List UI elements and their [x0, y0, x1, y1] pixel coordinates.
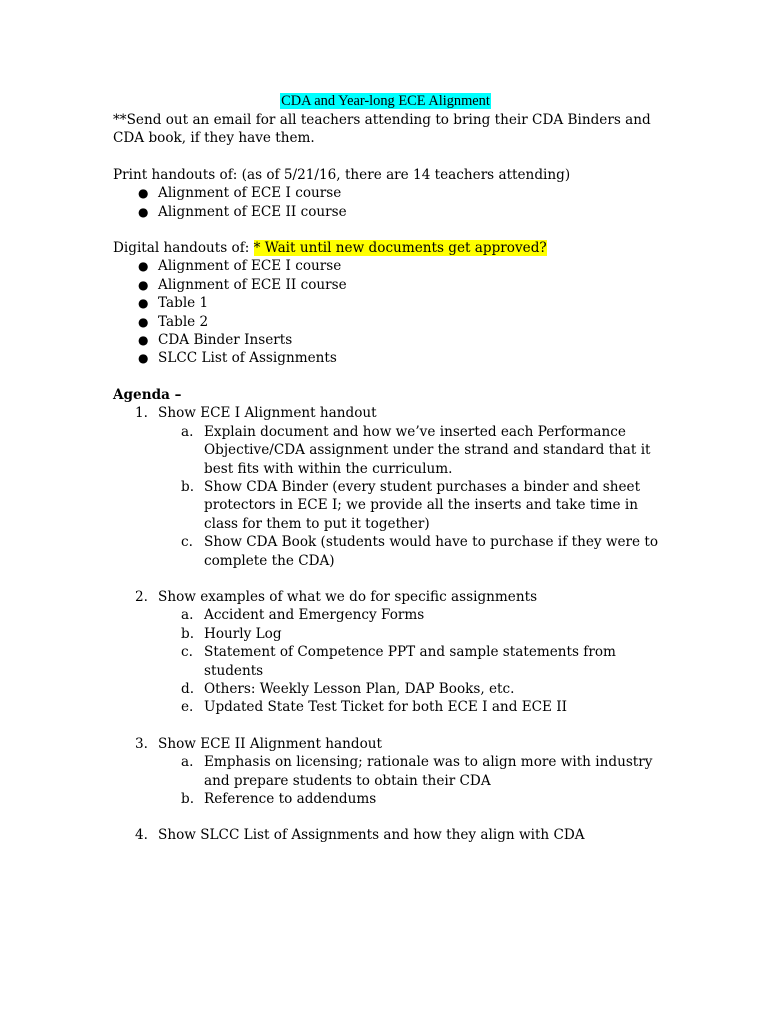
- agenda-sublist: [158, 753, 658, 808]
- bullet-icon: ●: [138, 351, 149, 366]
- agenda-subitem: b. Hourly Log: [181, 625, 282, 642]
- agenda-subitem: a. Emphasis on licensing; rationale was to align more with industry and prepare students to obtain their CDA: [181, 754, 653, 789]
- agenda-sublist: [158, 606, 658, 716]
- agenda-item-number: 2.: [135, 588, 148, 605]
- bullet-icon: ●: [138, 259, 149, 274]
- bullet-icon: ●: [138, 277, 149, 292]
- spacer: [113, 717, 658, 735]
- agenda-item-number: 4.: [135, 827, 148, 844]
- digital-handouts-heading: Digital handouts of: * Wait until new documents get approved?: [113, 240, 547, 257]
- bullet-icon: ●: [138, 296, 149, 311]
- bullet-icon: ●: [138, 204, 149, 219]
- agenda-item-text: Show examples of what we do for specific assignments: [158, 588, 538, 605]
- agenda-subitem: b. Show CDA Binder (every student purchases a binder and sheet protectors in ECE I; we provide all the inserts and take time in class for them to put it together): [181, 478, 641, 532]
- intro-paragraph: **Send out an email for all teachers attending to bring their CDA Binders and CDA book, if they have them.: [113, 112, 651, 147]
- list-item: ● Alignment of ECE I course: [138, 185, 342, 202]
- bullet-icon: ●: [138, 314, 149, 329]
- agenda-title: Agenda –: [113, 386, 182, 403]
- agenda-subitem: c. Show CDA Book (students would have to purchase if they were to complete the CDA): [181, 534, 659, 569]
- list-item: ● Alignment of ECE II course: [138, 276, 347, 293]
- agenda-item: [113, 588, 658, 717]
- digital-handouts-list: [113, 257, 658, 367]
- agenda-item-number: 1.: [135, 405, 148, 422]
- agenda-item-text: Show SLCC List of Assignments and how they align with CDA: [158, 827, 585, 844]
- agenda-subitem: c. Statement of Competence PPT and sample statements from students: [181, 644, 616, 679]
- agenda-item-text: Show ECE I Alignment handout: [158, 405, 377, 422]
- agenda-item-text: Show ECE II Alignment handout: [158, 735, 382, 752]
- bullet-icon: ●: [138, 186, 149, 201]
- spacer: [113, 221, 658, 239]
- print-handouts-list: [113, 184, 658, 221]
- bullet-icon: ●: [138, 333, 149, 348]
- spacer: [113, 368, 658, 386]
- title-line: [113, 92, 658, 110]
- list-item: ● Table 1: [138, 295, 209, 312]
- agenda-subitem: b. Reference to addendums: [181, 791, 377, 807]
- list-item: ● Table 2: [138, 313, 209, 330]
- agenda-sublist: [158, 423, 658, 570]
- spacer: [113, 570, 658, 588]
- document-title: CDA and Year-long ECE Alignment: [281, 93, 490, 109]
- spacer: [113, 808, 658, 826]
- agenda-subitem: d. Others: Weekly Lesson Plan, DAP Books, etc.: [181, 680, 515, 697]
- spacer: [113, 148, 658, 166]
- agenda-item-number: 3.: [135, 735, 148, 752]
- agenda-item: [113, 826, 658, 844]
- agenda-subitem: e. Updated State Test Ticket for both ECE I and ECE II: [181, 699, 568, 716]
- agenda-item: [113, 404, 658, 570]
- agenda-item: [113, 735, 658, 809]
- list-item: ● Alignment of ECE II course: [138, 203, 347, 220]
- print-handouts-heading: Print handouts of: (as of 5/21/16, there are 14 teachers attending): [113, 166, 571, 183]
- agenda-subitem: a. Accident and Emergency Forms: [181, 607, 425, 624]
- agenda-subitem: a. Explain document and how we’ve inserted each Performance Objective/CDA assignment under the strand and standard that it best fits with within the curriculum.: [181, 423, 651, 477]
- list-item: ● SLCC List of Assignments: [138, 350, 337, 367]
- list-item: ● Alignment of ECE I course: [138, 258, 342, 275]
- list-item: ● CDA Binder Inserts: [138, 332, 293, 349]
- document-page: [113, 92, 658, 845]
- approval-note: * Wait until new documents get approved?: [253, 240, 547, 257]
